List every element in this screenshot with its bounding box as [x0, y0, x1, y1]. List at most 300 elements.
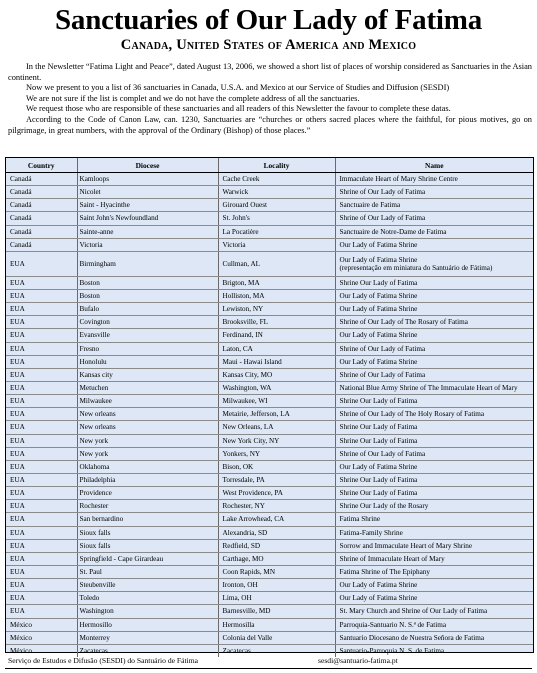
cell-country — [6, 500, 77, 513]
cell-country — [6, 618, 77, 631]
cell-diocese-text: Philadelphia — [79, 476, 116, 485]
table-row — [6, 381, 533, 394]
cell-locality-text: Carthage, MO — [222, 554, 264, 563]
cell-diocese-text: Saint - Hyacinthe — [79, 201, 130, 210]
cell-diocese — [77, 212, 218, 225]
cell-locality-text: Ironton, OH — [222, 581, 258, 590]
cell-locality — [218, 199, 335, 212]
cell-diocese-text: Sioux falls — [79, 528, 111, 537]
cell-name — [335, 539, 533, 552]
cell-country-text: EUA — [10, 410, 25, 419]
cell-name — [335, 395, 533, 408]
cell-diocese-text: Victoria — [79, 240, 103, 249]
cell-country — [6, 303, 77, 316]
cell-country — [6, 421, 77, 434]
cell-name — [335, 473, 533, 486]
cell-name — [335, 447, 533, 460]
cell-name-text: Shrine Our Lady of Fatima — [339, 423, 418, 432]
intro-paragraph: In the Newsletter “Fatima Light and Peace”, dated August 13, 2006, we showed a short list of places of worship considered as Sanctuaries in the Asian continent. — [8, 62, 532, 82]
table-row — [6, 552, 533, 565]
cell-country-text: Canadá — [10, 227, 32, 236]
cell-diocese — [77, 173, 218, 186]
cell-locality-text: Yonkers, NY — [222, 449, 261, 458]
cell-name-text: Our Lady of Fatima Shrine — [339, 305, 418, 314]
cell-name — [335, 251, 533, 276]
cell-name-text: Fatima-Family Shrine — [339, 528, 403, 537]
cell-country — [6, 539, 77, 552]
cell-country — [6, 552, 77, 565]
cell-country — [6, 355, 77, 368]
cell-locality — [218, 473, 335, 486]
cell-locality — [218, 173, 335, 186]
table-row — [6, 579, 533, 592]
cell-locality — [218, 539, 335, 552]
cell-diocese — [77, 408, 218, 421]
cell-diocese-text: Honolulu — [79, 357, 107, 366]
cell-country — [6, 631, 77, 644]
cell-country-text: EUA — [10, 541, 25, 550]
cell-diocese-text: Hermosillo — [79, 620, 112, 629]
cell-diocese — [77, 460, 218, 473]
cell-country-text: EUA — [10, 607, 25, 616]
cell-diocese-text: New orleans — [79, 410, 116, 419]
cell-locality-text: Victoria — [222, 240, 246, 249]
cell-name — [335, 225, 533, 238]
cell-name — [335, 381, 533, 394]
footer-email: sesdi@santuario-fatima.pt — [318, 656, 398, 665]
cell-country-text: EUA — [10, 357, 25, 366]
cell-country-text: Canadá — [10, 201, 32, 210]
cell-name-text: Our Lady of Fatima Shrine — [339, 357, 418, 366]
cell-name-text: Shrine of Our Lady of Fatima — [339, 449, 426, 458]
cell-country-text: EUA — [10, 344, 25, 353]
table-row — [6, 225, 533, 238]
table-row — [6, 199, 533, 212]
intro-paragraph: We are not sure if the list is complet and we do not have the complete address of all the sanctuaries. — [26, 93, 360, 103]
footer-divider — [5, 668, 532, 669]
footer-organization: Serviço de Estudos e Difusão (SESDI) do Santuário de Fátima — [8, 656, 199, 665]
cell-country-text: EUA — [10, 278, 25, 287]
sanctuaries-table — [6, 158, 533, 657]
cell-locality — [218, 238, 335, 251]
cell-locality-text: Maui - Hawai Island — [222, 357, 282, 366]
cell-diocese — [77, 381, 218, 394]
cell-diocese-text: Bufalo — [79, 305, 100, 314]
cell-name-text: Sorrow and Immaculate Heart of Mary Shrine — [339, 541, 473, 550]
cell-locality-text: Redfield, SD — [222, 541, 261, 550]
cell-name-text: Shrine Our Lady of Fatima — [339, 476, 418, 485]
intro-paragraph: We request those who are responsible of these sanctuaries and all readers of this Newsletter the favour to complete these datas. — [26, 104, 451, 114]
cell-country — [6, 342, 77, 355]
cell-locality — [218, 251, 335, 276]
cell-diocese — [77, 565, 218, 578]
cell-country-text: EUA — [10, 568, 25, 576]
cell-country — [6, 579, 77, 592]
table-row — [6, 631, 533, 644]
cell-name — [335, 342, 533, 355]
table-row — [6, 460, 533, 473]
cell-name-text: Santuario Diocesano de Nuestra Señora de Fatima — [339, 633, 485, 642]
table-row — [6, 289, 533, 302]
table-row — [6, 526, 533, 539]
table-row — [6, 186, 533, 199]
cell-diocese — [77, 329, 218, 342]
cell-name-text: Our Lady of Fatima Shrine — [339, 581, 418, 590]
cell-locality — [218, 276, 335, 289]
cell-locality-text: Holliston, MA — [222, 292, 265, 301]
cell-locality-text: New York City, NY — [222, 436, 280, 445]
cell-diocese — [77, 316, 218, 329]
cell-country — [6, 186, 77, 199]
cell-country — [6, 526, 77, 539]
cell-diocese-text: Sainte-anne — [79, 227, 114, 236]
cell-name-text: Shrine of Our Lady of The Holy Rosary of Fatima — [339, 410, 485, 419]
cell-locality — [218, 487, 335, 500]
cell-locality — [218, 316, 335, 329]
cell-name-text: Fatima Shrine — [339, 515, 381, 524]
cell-diocese — [77, 355, 218, 368]
cell-name — [335, 303, 533, 316]
cell-country — [6, 605, 77, 618]
table-row — [6, 565, 533, 578]
cell-locality — [218, 342, 335, 355]
cell-diocese-text: Boston — [79, 278, 100, 287]
cell-name-text: Our Lady of Fatima Shrine — [339, 255, 418, 264]
cell-country-text: EUA — [10, 397, 25, 406]
table-row — [6, 539, 533, 552]
cell-diocese-text: Kamloops — [79, 175, 110, 184]
cell-country-text: EUA — [10, 318, 25, 327]
cell-country-text: Canadá — [10, 188, 32, 197]
page-subtitle: Canada, United States of America and Mexico — [120, 37, 417, 53]
cell-locality-text: Warwick — [222, 188, 249, 197]
cell-diocese — [77, 251, 218, 276]
cell-diocese — [77, 276, 218, 289]
cell-diocese — [77, 368, 218, 381]
cell-country-text: México — [10, 620, 32, 629]
cell-country — [6, 238, 77, 251]
table-row — [6, 251, 533, 276]
cell-diocese — [77, 199, 218, 212]
cell-diocese — [77, 618, 218, 631]
cell-country — [6, 329, 77, 342]
cell-name-text: Fatima Shrine of The Epiphany — [339, 568, 430, 576]
cell-country — [6, 408, 77, 421]
cell-name-text: Parroquia-Santuario N. S.ª de Fatima — [339, 620, 447, 629]
cell-diocese-text: Covington — [79, 318, 110, 327]
cell-country-text: EUA — [10, 384, 25, 393]
cell-locality — [218, 447, 335, 460]
cell-diocese — [77, 186, 218, 199]
table-row — [6, 173, 533, 186]
cell-locality — [218, 381, 335, 394]
table-row — [6, 421, 533, 434]
cell-name — [335, 316, 533, 329]
cell-diocese — [77, 631, 218, 644]
cell-diocese-text: Boston — [79, 292, 100, 301]
cell-diocese — [77, 513, 218, 526]
cell-diocese — [77, 526, 218, 539]
column-header-diocese: Diocese — [77, 158, 218, 173]
cell-country-text: EUA — [10, 489, 25, 498]
table-row — [6, 408, 533, 421]
cell-diocese — [77, 605, 218, 618]
cell-locality-text: Cache Creek — [222, 175, 260, 184]
cell-country-text: EUA — [10, 554, 25, 563]
cell-name-text: Shrine of Immaculate Heart of Mary — [339, 554, 445, 563]
cell-diocese-text: New orleans — [79, 423, 116, 432]
cell-name-text: Our Lady of Fatima Shrine — [339, 292, 418, 301]
cell-diocese-text: Milwaukee — [79, 397, 112, 406]
cell-country — [6, 381, 77, 394]
cell-diocese — [77, 539, 218, 552]
cell-country-text: EUA — [10, 594, 25, 603]
cell-diocese-text: Nicolet — [79, 188, 101, 197]
cell-diocese — [77, 342, 218, 355]
cell-name — [335, 592, 533, 605]
cell-locality-text: West Providence, PA — [222, 489, 283, 498]
cell-diocese-text: Zacatecas — [79, 646, 108, 655]
cell-country-text: EUA — [10, 581, 25, 590]
cell-country — [6, 447, 77, 460]
cell-name-text: Sanctuaire de Notre-Dame de Fatima — [339, 227, 447, 236]
cell-country — [6, 251, 77, 276]
cell-diocese — [77, 592, 218, 605]
cell-country-text: EUA — [10, 515, 25, 524]
cell-diocese-text: Oklahoma — [79, 462, 110, 471]
cell-locality — [218, 579, 335, 592]
cell-locality-text: Cullman, AL — [222, 259, 261, 268]
cell-diocese-text: Washington — [79, 607, 114, 616]
table-row — [6, 316, 533, 329]
cell-diocese-text: Metuchen — [79, 384, 109, 393]
cell-locality — [218, 186, 335, 199]
cell-locality — [218, 500, 335, 513]
cell-locality — [218, 618, 335, 631]
cell-locality-text: Metairie, Jefferson, LA — [222, 410, 290, 419]
cell-diocese-text: Providence — [79, 489, 112, 498]
cell-country — [6, 276, 77, 289]
cell-name-text: Shrine Our Lady of Fatima — [339, 489, 418, 498]
cell-diocese — [77, 395, 218, 408]
cell-name — [335, 238, 533, 251]
cell-name-text: Shrine of Our Lady of Fatima — [339, 214, 426, 223]
cell-country — [6, 434, 77, 447]
cell-name-text: Shrine of Our Lady of Fatima — [339, 188, 426, 197]
table-row — [6, 473, 533, 486]
cell-locality — [218, 526, 335, 539]
cell-locality-text: St. John's — [222, 214, 250, 223]
cell-diocese-text: Sioux falls — [79, 541, 111, 550]
cell-name-text: Our Lady of Fatima Shrine — [339, 594, 418, 603]
table-row — [6, 487, 533, 500]
cell-locality — [218, 395, 335, 408]
cell-name — [335, 212, 533, 225]
cell-locality — [218, 225, 335, 238]
cell-name — [335, 355, 533, 368]
cell-diocese-text: Fresno — [79, 344, 100, 353]
cell-name-text: Shrine of Our Lady of The Rosary of Fatima — [339, 318, 468, 327]
cell-locality — [218, 289, 335, 302]
cell-country-text: Canadá — [10, 240, 32, 249]
cell-diocese — [77, 238, 218, 251]
cell-name — [335, 579, 533, 592]
cell-name — [335, 368, 533, 381]
cell-country — [6, 173, 77, 186]
cell-diocese — [77, 421, 218, 434]
cell-country-text: EUA — [10, 331, 25, 340]
cell-name-text: Immaculate Heart of Mary Shrine Centre — [339, 175, 458, 184]
table-header-row — [6, 158, 533, 173]
cell-locality — [218, 460, 335, 473]
cell-diocese — [77, 303, 218, 316]
cell-locality-text: Torresdale, PA — [222, 476, 265, 485]
cell-country — [6, 487, 77, 500]
cell-diocese-text: St. Paul — [79, 568, 102, 576]
cell-diocese-text: San bernardino — [79, 515, 124, 524]
cell-locality — [218, 355, 335, 368]
cell-name-text: St. Mary Church and Shrine of Our Lady of Fatima — [339, 607, 488, 616]
table-row — [6, 592, 533, 605]
cell-locality — [218, 421, 335, 434]
table-row — [6, 618, 533, 631]
table-row — [6, 500, 533, 513]
table-row — [6, 303, 533, 316]
table-row — [6, 329, 533, 342]
intro-text — [8, 62, 532, 136]
cell-name — [335, 513, 533, 526]
cell-locality-text: Colonia del Valle — [222, 633, 273, 642]
cell-locality-text: Ferdinand, IN — [222, 331, 263, 340]
column-header-country: Country — [6, 158, 77, 173]
cell-name-text: Our Lady of Fatima Shrine — [339, 240, 418, 249]
cell-name — [335, 460, 533, 473]
cell-locality-text: Rochester, NY — [222, 502, 265, 511]
cell-locality-text: Brooksville, FL — [222, 318, 269, 327]
cell-diocese-text: New york — [79, 436, 109, 445]
cell-name — [335, 289, 533, 302]
cell-diocese-text: Rochester — [79, 502, 109, 511]
sanctuaries-table-panel — [5, 157, 534, 653]
cell-name — [335, 500, 533, 513]
cell-name-text: Shrine Our Lady of Fatima — [339, 397, 418, 406]
cell-country — [6, 473, 77, 486]
cell-country-text: EUA — [10, 259, 25, 268]
column-header-locality: Locality — [218, 158, 335, 173]
table-row — [6, 238, 533, 251]
cell-name — [335, 329, 533, 342]
footer — [8, 656, 532, 666]
cell-diocese-text: Kansas city — [79, 370, 113, 379]
cell-country-text: EUA — [10, 462, 25, 471]
cell-country-text: EUA — [10, 502, 25, 511]
table-row — [6, 513, 533, 526]
cell-country-text: EUA — [10, 370, 25, 379]
cell-diocese — [77, 289, 218, 302]
cell-name — [335, 408, 533, 421]
cell-locality-text: Coon Rapids, MN — [222, 568, 276, 576]
cell-locality — [218, 605, 335, 618]
table-row — [6, 342, 533, 355]
cell-locality-text: Barnesville, MD — [222, 607, 271, 616]
cell-locality-text: Kansas City, MO — [222, 370, 273, 379]
cell-locality — [218, 408, 335, 421]
cell-name-text: Sanctuaire de Fatima — [339, 201, 401, 210]
cell-name — [335, 173, 533, 186]
cell-locality-text: Milwaukee, WI — [222, 397, 268, 406]
table-body — [6, 173, 533, 657]
cell-name — [335, 186, 533, 199]
cell-locality — [218, 434, 335, 447]
cell-locality-text: New Orleans, LA — [222, 423, 274, 432]
cell-locality-text: Lake Arrowhead, CA — [222, 515, 285, 524]
table-row — [6, 276, 533, 289]
cell-name — [335, 631, 533, 644]
cell-locality — [218, 513, 335, 526]
cell-locality-text: Washington, WA — [222, 384, 272, 393]
cell-diocese-text: Springfield - Cape Girardeau — [79, 554, 164, 563]
cell-locality — [218, 565, 335, 578]
table-row — [6, 605, 533, 618]
cell-diocese — [77, 473, 218, 486]
cell-locality-text: Laton, CA — [222, 344, 253, 353]
cell-locality — [218, 303, 335, 316]
cell-locality — [218, 368, 335, 381]
cell-country-text: EUA — [10, 528, 25, 537]
cell-name-text: Our Lady of Fatima Shrine — [339, 331, 418, 340]
cell-name-text: Shrine Our Lady of the Rosary — [339, 502, 429, 511]
intro-paragraph: According to the Code of Canon Law, can. 1230, Sanctuaries are “churches or others sacred places where the faithful, for pious motives, go on pilgrimage, in great numbers, with the approval of the Ordinary (Bishop) of those places.” — [8, 114, 532, 135]
cell-country — [6, 368, 77, 381]
cell-diocese — [77, 500, 218, 513]
table-row — [6, 355, 533, 368]
cell-country — [6, 225, 77, 238]
cell-country-text: EUA — [10, 305, 25, 314]
cell-locality-text: Girouard Ouest — [222, 201, 268, 210]
cell-name — [335, 605, 533, 618]
cell-country-text: EUA — [10, 449, 25, 458]
cell-locality — [218, 592, 335, 605]
table-row — [6, 447, 533, 460]
cell-name — [335, 199, 533, 212]
cell-country-text: EUA — [10, 436, 25, 445]
cell-diocese-text: Toledo — [79, 594, 100, 603]
cell-country — [6, 199, 77, 212]
cell-name-note: (representação em miniatura do Santuário de Fátima) — [339, 263, 493, 272]
cell-diocese — [77, 225, 218, 238]
cell-locality-text: Zacatecas — [222, 646, 251, 655]
cell-country — [6, 316, 77, 329]
cell-country-text: EUA — [10, 423, 25, 432]
cell-diocese — [77, 447, 218, 460]
cell-country-text: Canadá — [10, 175, 32, 184]
cell-country — [6, 460, 77, 473]
cell-diocese-text: Steubenville — [79, 581, 116, 590]
cell-locality-text: Brigton, MA — [222, 278, 260, 287]
cell-diocese — [77, 552, 218, 565]
cell-country — [6, 565, 77, 578]
intro-paragraph: Now we present to you a list of 36 sanctuaries in Canada, U.S.A. and Mexico at our Service of Studies and Diffusion (SESDI) — [26, 83, 450, 93]
cell-diocese-text: Saint John's Newfoundland — [79, 214, 159, 223]
cell-locality-text: Lima, OH — [222, 594, 252, 603]
page-title: Sanctuaries of Our Lady of Fatima — [54, 4, 483, 36]
cell-name — [335, 487, 533, 500]
cell-locality-text: La Pocatière — [222, 227, 259, 236]
cell-name-text: Santuario-Parroquia N. S. de Fatima — [339, 646, 445, 655]
cell-country-text: México — [10, 646, 32, 655]
cell-country — [6, 513, 77, 526]
cell-diocese — [77, 579, 218, 592]
